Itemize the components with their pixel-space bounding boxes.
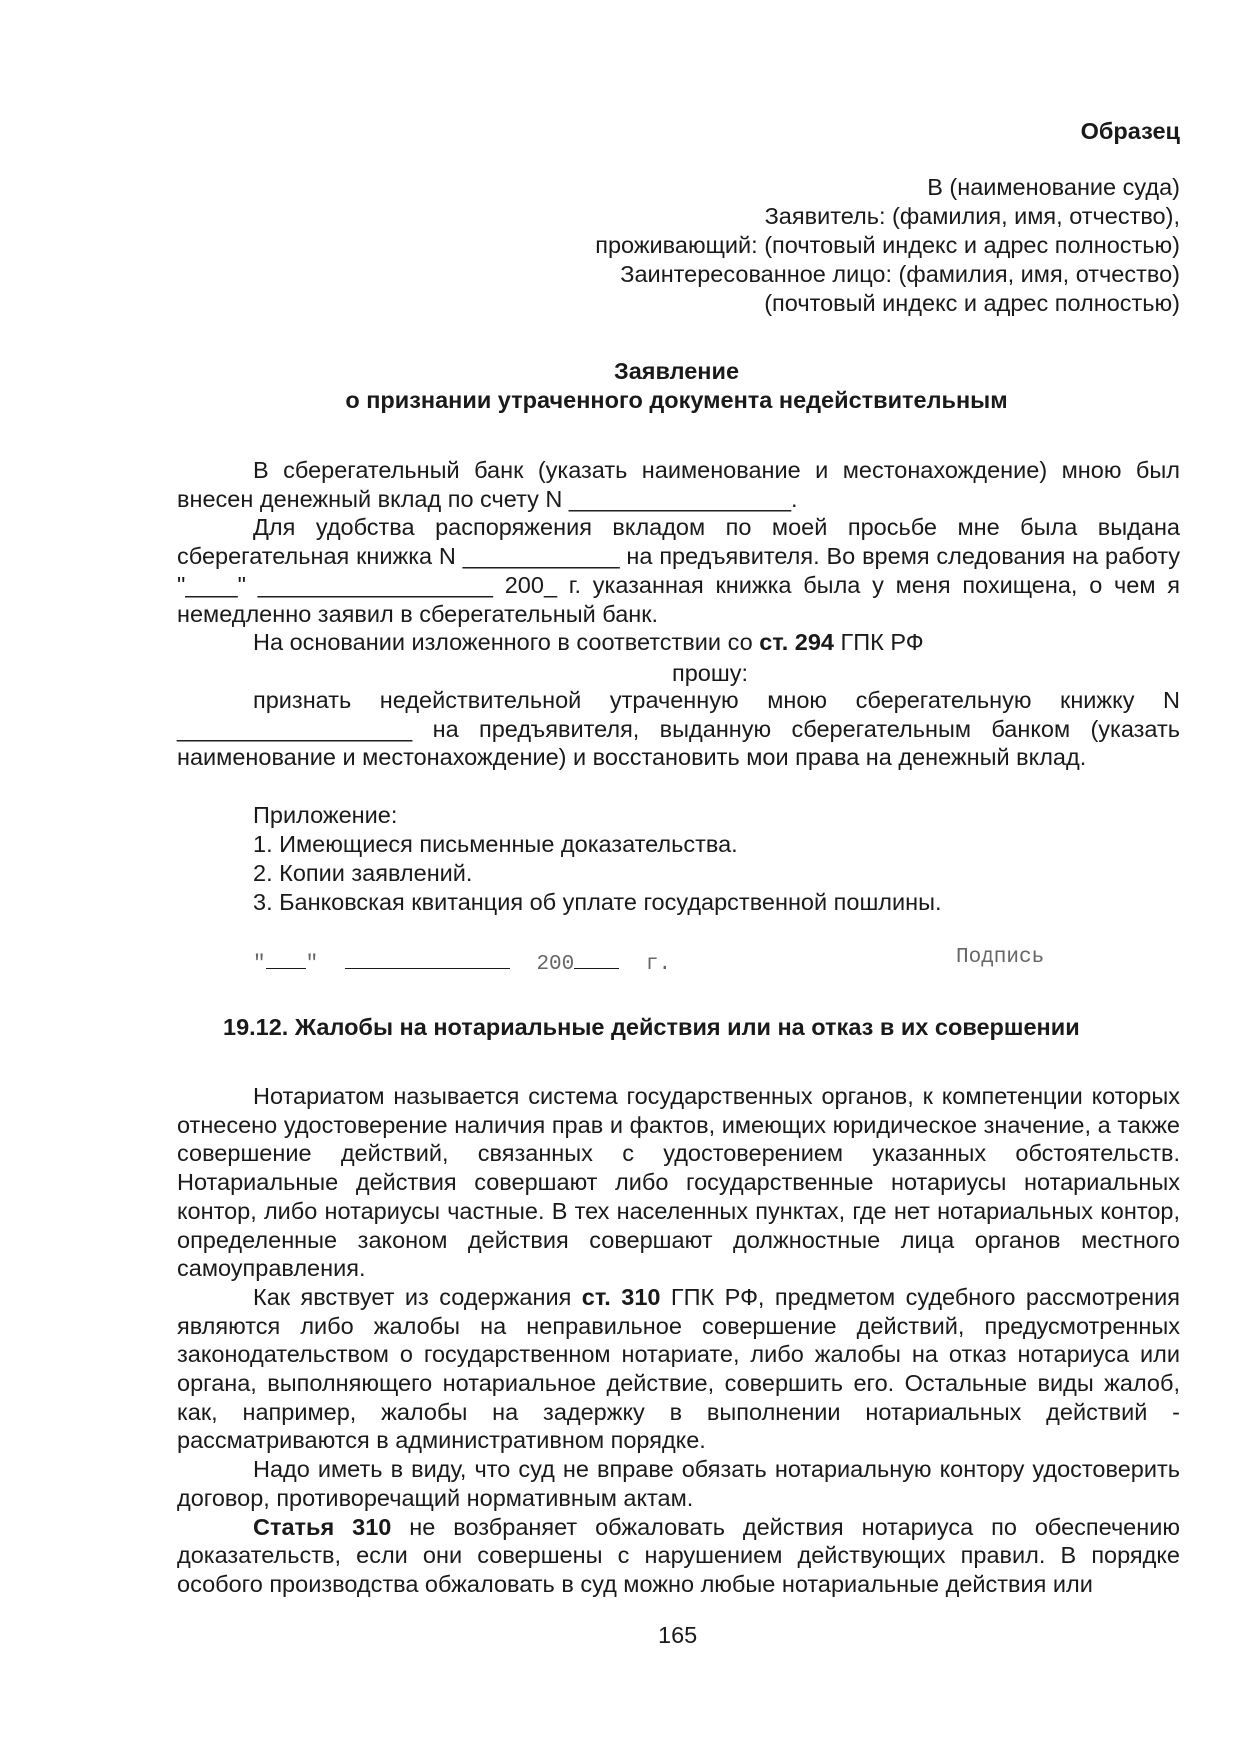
appendix-item: 2. Копии заявлений. [253,860,473,886]
paragraph-article-310-appeal: Статья 310 не возбраняет обжаловать действия нотариуса по обеспечению доказательств, если они совершены с нарушением действующих правил. В порядке особого производства обжаловать в суд можно любые нотариальные действия или [177,1513,1180,1597]
header-line-interested: Заинтересованное лицо: (фамилия, имя, отчество) [620,261,1180,287]
year-blank [574,946,619,969]
section-body [177,1082,1180,1599]
header-line-applicant: Заявитель: (фамилия, имя, отчество), [764,203,1180,229]
document-title: Заявление [613,358,740,384]
paragraph-basis: На основании изложенного в соответствии со ст. 294 ГПК РФ [253,629,924,656]
header-line-address: (почтовый индекс и адрес полностью) [764,290,1180,316]
paragraph-court-limits: Надо иметь в виду, что суд не вправе обязать нотариальную контору удостоверить договор, противоречащий нормативным актам. [177,1456,1180,1511]
appendix-item: 1. Имеющиеся письменные доказательства. [253,831,738,857]
paragraph-deposit: В сберегательный банк (указать наименование и местонахождение) мною был внесен денежный вклад по счету N _________________. [177,457,1180,512]
request-body [177,686,1180,772]
paragraph-notary-definition: Нотариатом называется система государственных органов, к компетенции которых отнесено удостоверение наличия прав и фактов, имеющих юридическое значение, а также совершение действий, связанных с удостоверением указанных обстоятельств. Нотариальные действия совершают либо государственные нотариусы нотариальных контор, либо нотариусы частные. В тех населенных пунктах, где нет нотариальных контор, определенные законом действия совершают должностные лица органов местного самоуправления. [177,1083,1180,1282]
paragraph-article-310: Как явствует из содержания ст. 310 ГПК РФ, предметом судебного рассмотрения являются либо жалобы на неправильное совершение действий, предусмотренных законодательством о государственном нотариате, либо жалобы на отказ нотариуса или органа, выполняющего нотариальное действие, совершить его. Остальные виды жалоб, как, например, жалобы на задержку в выполнении нотариальных действий - рассматриваются в административном порядке. [177,1283,1180,1454]
header-line-residing: проживающий: (почтовый индекс и адрес полностью) [595,232,1180,258]
paragraph-request: признать недействительной утраченную мною сберегательную книжку N __________________ на предъявителя, выданную сберегательным банком (указать наименование и местонахождение) и восстановить мои права на денежный вклад. [177,687,1180,771]
month-blank [345,946,510,969]
appendix-item: 3. Банковская квитанция об уплате государственной пошлины. [253,889,942,915]
document-subtitle: о признании утраченного документа недействительным [345,387,1008,413]
request-word: прошу: [672,660,748,686]
sample-label: Образец [1080,118,1180,144]
article-ref-294: ст. 294 [759,629,834,656]
page-number: 165 [658,1622,698,1648]
article-ref-310-bold: Статья 310 [253,1513,392,1540]
appendix-title: Приложение: [253,802,398,828]
section-heading: 19.12. Жалобы на нотариальные действия или на отказ в их совершении [223,1014,1080,1040]
paragraph-passbook: Для удобства распоряжения вкладом по моей просьбе мне была выдана сберегательная книжка N ____________ на предъявителя. Во время следования на работу "____" __________________ 200_ г. указанная книжка была у меня похищена, о чем я немедленно заявил в сберегательный банк. [177,514,1180,627]
signature-date-line: " " 200 г. [253,946,671,976]
article-ref-310: ст. 310 [581,1283,661,1310]
header-line-court: В (наименование суда) [927,174,1180,200]
statement-body [177,456,1180,657]
day-blank [266,946,306,969]
signature-label: Подпись [956,946,1045,969]
